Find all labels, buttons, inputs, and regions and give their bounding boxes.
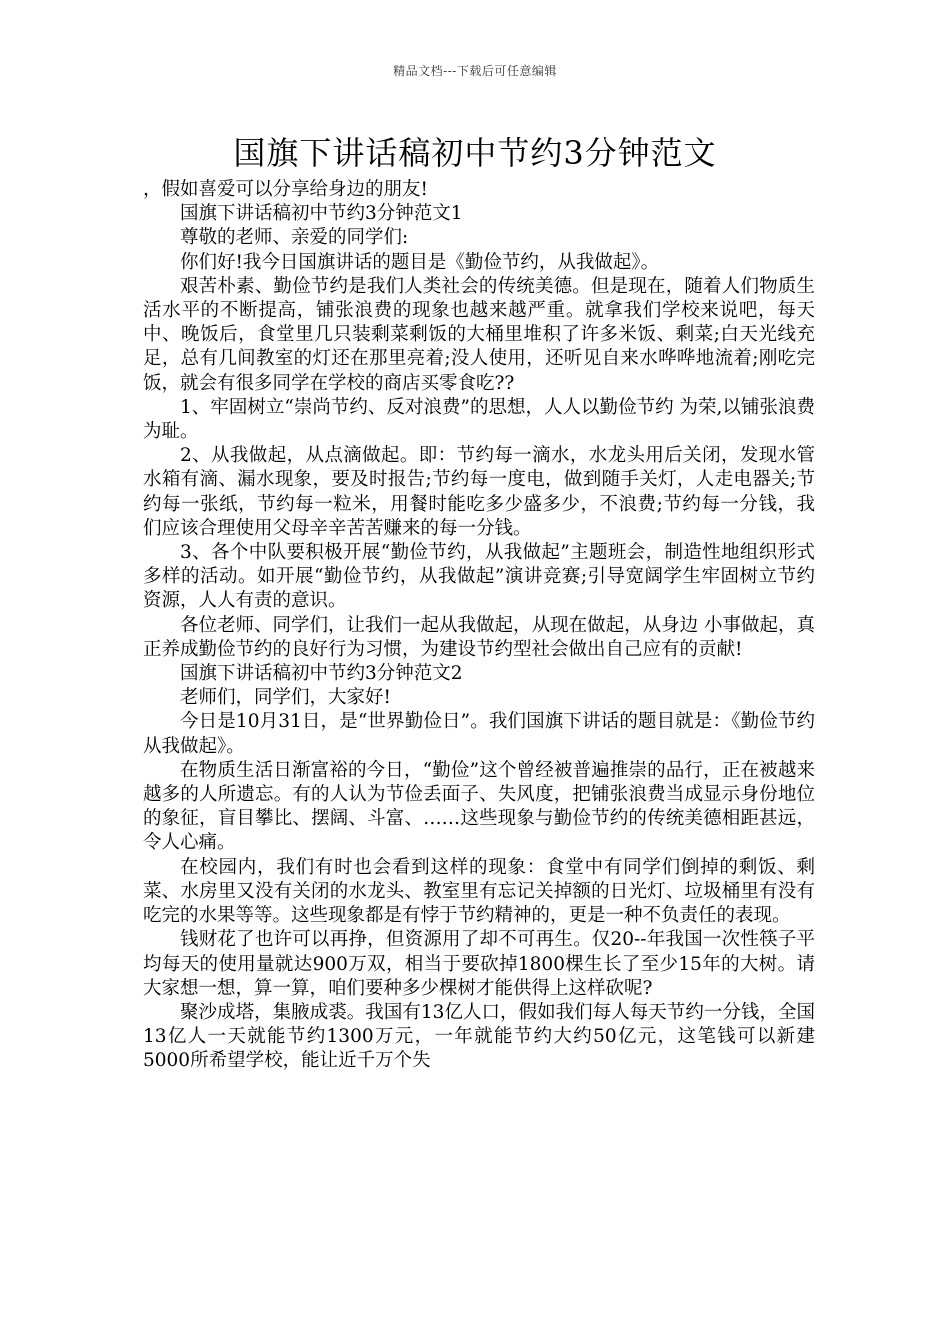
page-header: 精品文档---下载后可任意编辑 [393, 64, 557, 78]
paragraph: 在校园内，我们有时也会看到这样的现象：食堂中有同学们倒掉的剩饭、剩菜、水房里又没有关闭的水龙头、教室里有忘记关掉额的日光灯、垃圾桶里有没有吃完的水果等等。这些现象都是有悖于节约精神的，更是一种不负责任的表现。 [143, 856, 815, 927]
paragraph: 在物质生活日渐富裕的今日，“勤俭”这个曾经被普遍推崇的品行，正在被越来越多的人所遗忘。有的人认为节俭丢面子、失风度，把铺张浪费当成显示身份地位的象征，盲目攀比、摆阔、斗富、……这些现象与勤俭节约的传统美德相距甚远，令人心痛。 [143, 759, 815, 854]
paragraph: 今日是10月31日，是“世界勤俭日”。我们国旗下讲话的题目就是：《勤俭节约 从我做起》。 [143, 711, 815, 757]
section-heading-1: 国旗下讲话稿初中节约3分钟范文1 [180, 203, 463, 225]
paragraph: 聚沙成塔，集腋成裘。我国有13亿人口，假如我们每人每天节约一分钱，全国13亿人一天就能节约1300万元，一年就能节约大约50亿元，这笔钱可以新建5000所希望学校，能让近千万个失 [143, 1001, 815, 1072]
document-title: 国旗下讲话稿初中节约3分钟范文 [233, 134, 717, 172]
paragraph: 艰苦朴素、勤俭节约是我们人类社会的传统美德。但是现在，随着人们物质生活水平的不断提高，铺张浪费的现象也越来越严重。就拿我们学校来说吧，每天中、晚饭后，食堂里几只装剩菜剩饭的大桶里堆积了许多米饭、剩菜;白天光线充足，总有几间教室的灯还在那里亮着;没人使用，还听见自来水哗哗地流着;刚吃完饭，就会有很多同学在学校的商店买零食吃?? [143, 275, 815, 394]
list-item-1: 1、牢固树立“崇尚节约、反对浪费”的思想，人人以勤俭节约 为荣,以铺张浪费为耻。 [143, 396, 815, 443]
paragraph-intro: ，假如喜爱可以分享给身边的朋友! [143, 179, 428, 200]
paragraph: 你们好!我今日国旗讲话的题目是《勤俭节约，从我做起》。 [180, 251, 660, 273]
paragraph: 钱财花了也许可以再挣，但资源用了却不可再生。仅20--年我国一次性筷子平均每天的使用量就达900万双，相当于要砍掉1800棵生长了至少15年的大树。请大家想一想，算一算，咱们要种多少棵树才能供得上这样砍呢? [143, 929, 815, 999]
list-item-3: 3、各个中队要积极开展“勤俭节约，从我做起”主题班会，制造性地组织形式多样的活动。如开展“勤俭节约，从我做起”演讲竞赛;引导宽阔学生牢固树立节约资源，人人有责的意识。 [143, 542, 815, 612]
paragraph-greeting-2: 老师们，同学们，大家好! [180, 687, 391, 709]
list-item-2: 2、从我做起，从点滴做起。即：节约每一滴水，水龙头用后关闭，发现水管水箱有滴、漏水现象，要及时报告;节约每一度电，做到随手关灯，人走电器关;节约每一张纸，节约每一粒米，用餐时能吃多少盛多少，不浪费;节约每一分钱，我们应该合理使用父母辛辛苦苦赚来的每一分钱。 [143, 445, 815, 539]
paragraph: 各位老师、同学们，让我们一起从我做起，从现在做起，从身边 小事做起，真正养成勤俭节约的良好行为习惯，为建设节约型社会做出自己应有的贡献! [143, 614, 815, 660]
section-heading-2: 国旗下讲话稿初中节约3分钟范文2 [180, 663, 463, 685]
paragraph-greeting-1: 尊敬的老师、亲爱的同学们: [180, 227, 409, 249]
document-body [143, 178, 815, 1074]
